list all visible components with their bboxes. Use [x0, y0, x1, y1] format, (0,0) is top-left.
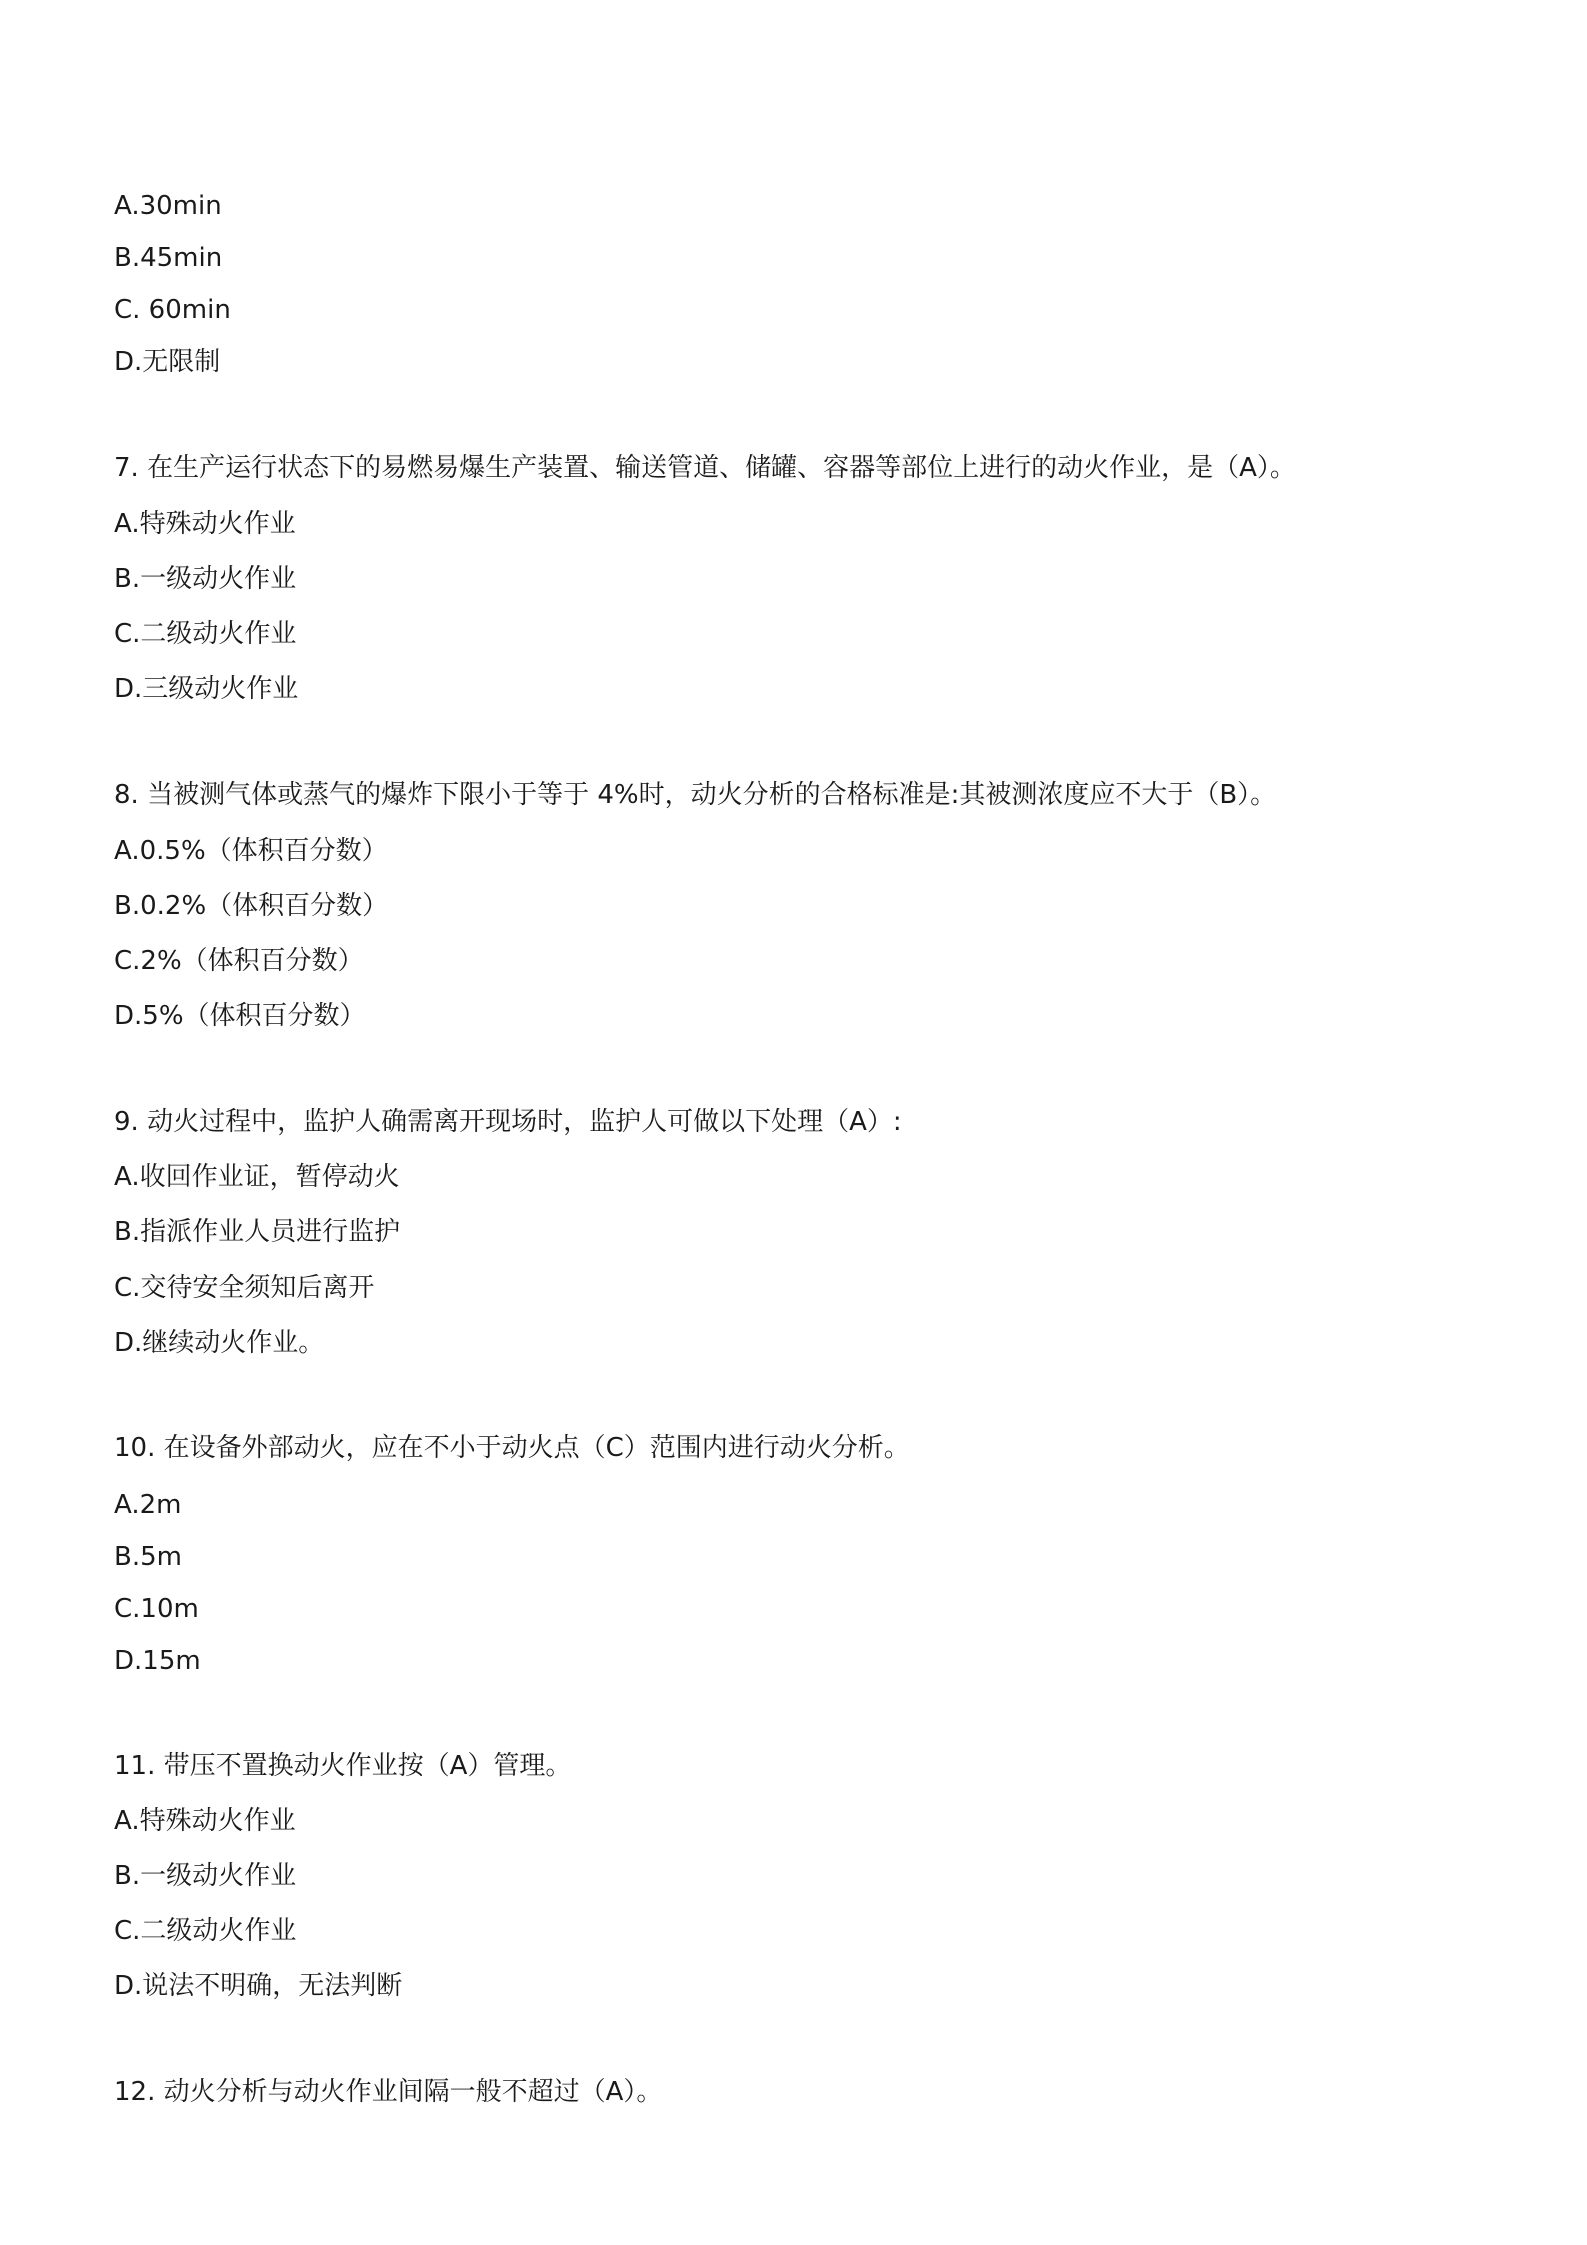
question-12-text: 12. 动火分析与动火作业间隔一般不超过（A）。 — [114, 2077, 663, 2107]
question-9-option-a: A.收回作业证，暂停动火 — [114, 1162, 400, 1192]
question-11-option-a: A.特殊动火作业 — [114, 1806, 296, 1836]
option-prev-b: B.45min — [114, 243, 223, 273]
question-11-option-b: B.一级动火作业 — [114, 1861, 297, 1891]
question-10-option-d: D.15m — [114, 1646, 201, 1676]
option-prev-c: C. 60min — [114, 295, 231, 325]
question-7-option-a: A.特殊动火作业 — [114, 509, 296, 539]
question-11-option-d: D.说法不明确，无法判断 — [114, 1971, 403, 2001]
question-7-option-d: D.三级动火作业 — [114, 674, 299, 704]
option-prev-a: A.30min — [114, 191, 222, 221]
question-7-option-b: B.一级动火作业 — [114, 564, 297, 594]
question-11-text: 11. 带压不置换动火作业按（A）管理。 — [114, 1751, 572, 1781]
option-prev-d: D.无限制 — [114, 347, 221, 377]
question-9-text: 9. 动火过程中，监护人确需离开现场时，监护人可做以下处理（A）: — [114, 1107, 902, 1137]
question-8-text: 8. 当被测气体或蒸气的爆炸下限小于等于 4%时，动火分析的合格标准是:其被测浓度应不大于（B）。 — [114, 780, 1277, 810]
question-7-option-c: C.二级动火作业 — [114, 619, 297, 649]
question-8-option-a: A.0.5%（体积百分数） — [114, 836, 388, 866]
question-10-option-a: A.2m — [114, 1490, 182, 1520]
question-8-option-b: B.0.2%（体积百分数） — [114, 891, 389, 921]
question-11-option-c: C.二级动火作业 — [114, 1916, 297, 1946]
question-9-option-d: D.继续动火作业。 — [114, 1328, 325, 1358]
question-10-text: 10. 在设备外部动火，应在不小于动火点（C）范围内进行动火分析。 — [114, 1433, 910, 1463]
question-8-option-d: D.5%（体积百分数） — [114, 1001, 366, 1031]
question-7-text: 7. 在生产运行状态下的易燃易爆生产装置、输送管道、储罐、容器等部位上进行的动火作业，是（A）。 — [114, 453, 1296, 483]
question-8-option-c: C.2%（体积百分数） — [114, 946, 364, 976]
question-9-option-b: B.指派作业人员进行监护 — [114, 1217, 401, 1247]
question-10-option-c: C.10m — [114, 1594, 199, 1624]
question-10-option-b: B.5m — [114, 1542, 182, 1572]
question-9-option-c: C.交待安全须知后离开 — [114, 1273, 375, 1303]
